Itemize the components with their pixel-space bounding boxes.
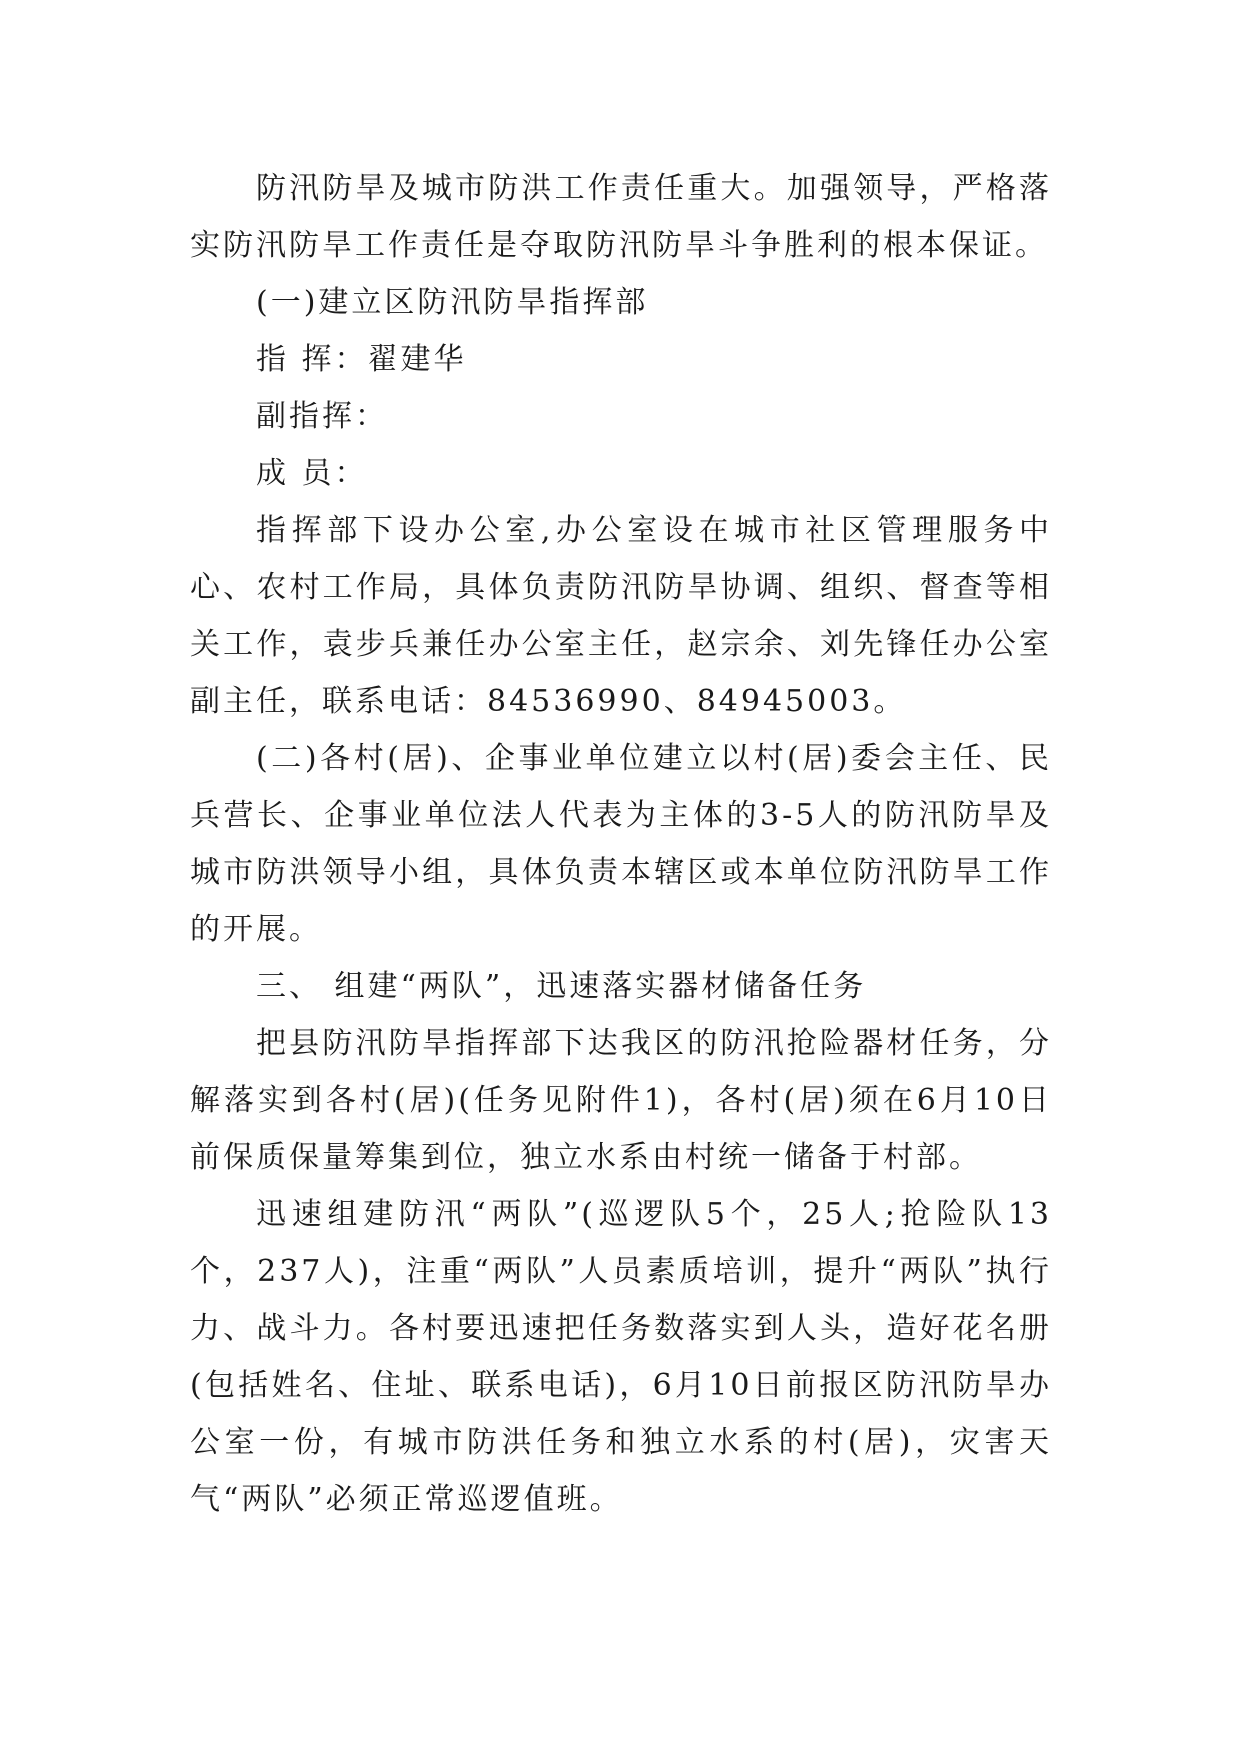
- paragraph-equipment-tasks: 把县防汛防旱指挥部下达我区的防汛抢险器材任务，分解落实到各村(居)(任务见附件1)，各村(居)须在6月10日前保质保量筹集到位，独立水系由村统一储备于村部。: [190, 1026, 1052, 1175]
- paragraph-deputy-commander: 副指挥：: [256, 399, 388, 434]
- paragraph-section-1-heading: (一)建立区防汛防旱指挥部: [256, 285, 649, 320]
- paragraph-responsibility-intro: 防汛防旱及城市防洪工作责任重大。加强领导，严格落实防汛防旱工作责任是夺取防汛防旱斗争胜利的根本保证。: [190, 171, 1052, 263]
- paragraph-commander: 指 挥：翟建华: [256, 342, 467, 377]
- document-body: [190, 160, 1052, 1528]
- paragraph-two-teams: 迅速组建防汛“两队”(巡逻队5个，25人;抢险队13个，237人)，注重“两队”人员素质培训，提升“两队”执行力、战斗力。各村要迅速把任务数落实到人头，造好花名册(包括姓名、住址、联系电话)，6月10日前报区防汛防旱办公室一份，有城市防洪任务和独立水系的村(居)，灾害天气“两队”必须正常巡逻值班。: [190, 1197, 1052, 1517]
- paragraph-members: 成 员：: [256, 456, 368, 491]
- paragraph-office-setup: 指挥部下设办公室,办公室设在城市社区管理服务中心、农村工作局，具体负责防汛防旱协调、组织、督查等相关工作，袁步兵兼任办公室主任，赵宗余、刘先锋任办公室副主任，联系电话：84536990、84945003。: [190, 513, 1052, 719]
- paragraph-section-2: (二)各村(居)、企事业单位建立以村(居)委会主任、民兵营长、企事业单位法人代表为主体的3-5人的防汛防旱及城市防洪领导小组，具体负责本辖区或本单位防汛防旱工作的开展。: [190, 741, 1052, 947]
- paragraph-section-3-heading: 三、 组建“两队”，迅速落实器材储备任务: [256, 969, 867, 1004]
